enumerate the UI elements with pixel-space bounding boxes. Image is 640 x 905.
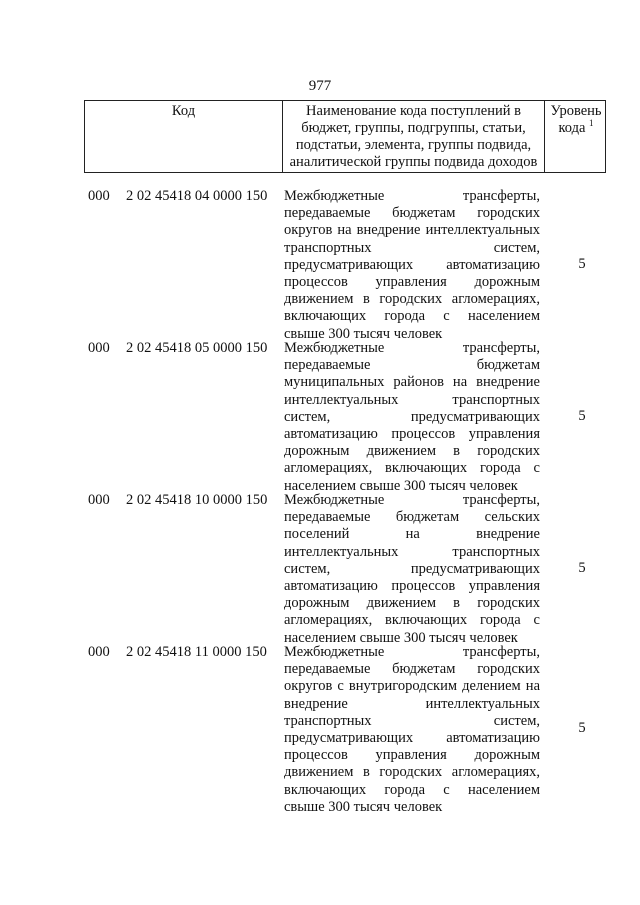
row-name-line: дорожным движением в городских <box>284 443 540 460</box>
page-number: 977 <box>308 78 332 94</box>
header-name-line: аналитической группы подвида доходов <box>289 154 538 170</box>
row-name-line: передаваемые бюджетам городских <box>284 661 540 678</box>
row-code: 2 02 45418 05 0000 150 <box>126 340 268 356</box>
header-level-kod: кода <box>558 120 586 136</box>
row-prefix: 000 <box>88 188 110 204</box>
row-name-line: систем, предусматривающих <box>284 408 540 425</box>
row-name-line: интеллектуальных транспортных <box>284 543 540 560</box>
row-name <box>284 188 540 343</box>
row-name-line: включающих города с населением <box>284 308 540 325</box>
table-header <box>84 100 606 173</box>
header-level-line1: Уровень <box>550 103 602 119</box>
row-level: 5 <box>578 560 586 576</box>
header-name-line: подстатьи, элемента, группы подвида, <box>295 137 532 153</box>
row-name-line: автоматизацию процессов управления <box>284 425 540 442</box>
row-name-line: округов с внутригородским делением на <box>284 678 540 695</box>
row-name-line: Межбюджетные трансферты, <box>284 188 540 204</box>
header-name-line: Наименование кода поступлений в <box>306 103 521 119</box>
row-level: 5 <box>578 408 586 424</box>
row-code: 2 02 45418 10 0000 150 <box>126 492 268 508</box>
row-name-line: предусматривающих автоматизацию <box>284 729 540 746</box>
row-name-line: поселений на внедрение <box>284 526 540 543</box>
header-code: Код <box>85 101 283 172</box>
row-name-line: предусматривающих автоматизацию <box>284 256 540 273</box>
row-name <box>284 492 540 647</box>
row-prefix: 000 <box>88 340 110 356</box>
row-level: 5 <box>578 720 586 736</box>
row-name <box>284 644 540 816</box>
row-name-line: автоматизацию процессов управления <box>284 577 540 594</box>
row-name-line: передаваемые бюджетам <box>284 357 540 374</box>
header-level-line2 <box>545 120 607 137</box>
row-name-line: свыше 300 тысяч человек <box>284 798 443 815</box>
row-level: 5 <box>578 256 586 272</box>
header-name-line: бюджет, группы, подгруппы, статьи, <box>301 120 526 136</box>
row-name-line: процессов управления дорожным <box>284 747 540 764</box>
row-name-line: интеллектуальных транспортных <box>284 391 540 408</box>
row-name-line: включающих города с населением <box>284 781 540 798</box>
footnote-marker: 1 <box>589 118 594 129</box>
row-name-line: внедрение интеллектуальных <box>284 695 540 712</box>
header-level <box>545 101 607 172</box>
row-name-line: агломерациях, включающих города с <box>284 460 540 477</box>
header-name <box>283 101 545 172</box>
row-code: 2 02 45418 04 0000 150 <box>126 188 268 204</box>
row-name <box>284 340 540 495</box>
row-name-line: муниципальных районов на внедрение <box>284 374 540 391</box>
row-name-line: систем, предусматривающих <box>284 560 540 577</box>
row-name-line: движением в городских агломерациях, <box>284 764 540 781</box>
row-name-line: процессов управления дорожным <box>284 273 540 290</box>
row-name-line: Межбюджетные трансферты, <box>284 644 540 660</box>
row-name-line: транспортных систем, <box>284 239 540 256</box>
row-name-line: свыше 300 тысяч человек <box>284 325 443 342</box>
row-name-line: дорожным движением в городских <box>284 595 540 612</box>
row-name-line: Межбюджетные трансферты, <box>284 340 540 356</box>
row-name-line: населением свыше 300 тысяч человек <box>284 477 518 494</box>
row-name-line: агломерациях, включающих города с <box>284 612 540 629</box>
row-name-line: движением в городских агломерациях, <box>284 291 540 308</box>
row-name-line: населением свыше 300 тысяч человек <box>284 629 518 646</box>
row-name-line: передаваемые бюджетам городских <box>284 205 540 222</box>
row-name-line: округов на внедрение интеллектуальных <box>284 222 540 239</box>
row-name-line: Межбюджетные трансферты, <box>284 492 540 508</box>
row-name-line: транспортных систем, <box>284 712 540 729</box>
row-prefix: 000 <box>88 644 110 660</box>
row-prefix: 000 <box>88 492 110 508</box>
row-code: 2 02 45418 11 0000 150 <box>126 644 267 660</box>
row-name-line: передаваемые бюджетам сельских <box>284 509 540 526</box>
